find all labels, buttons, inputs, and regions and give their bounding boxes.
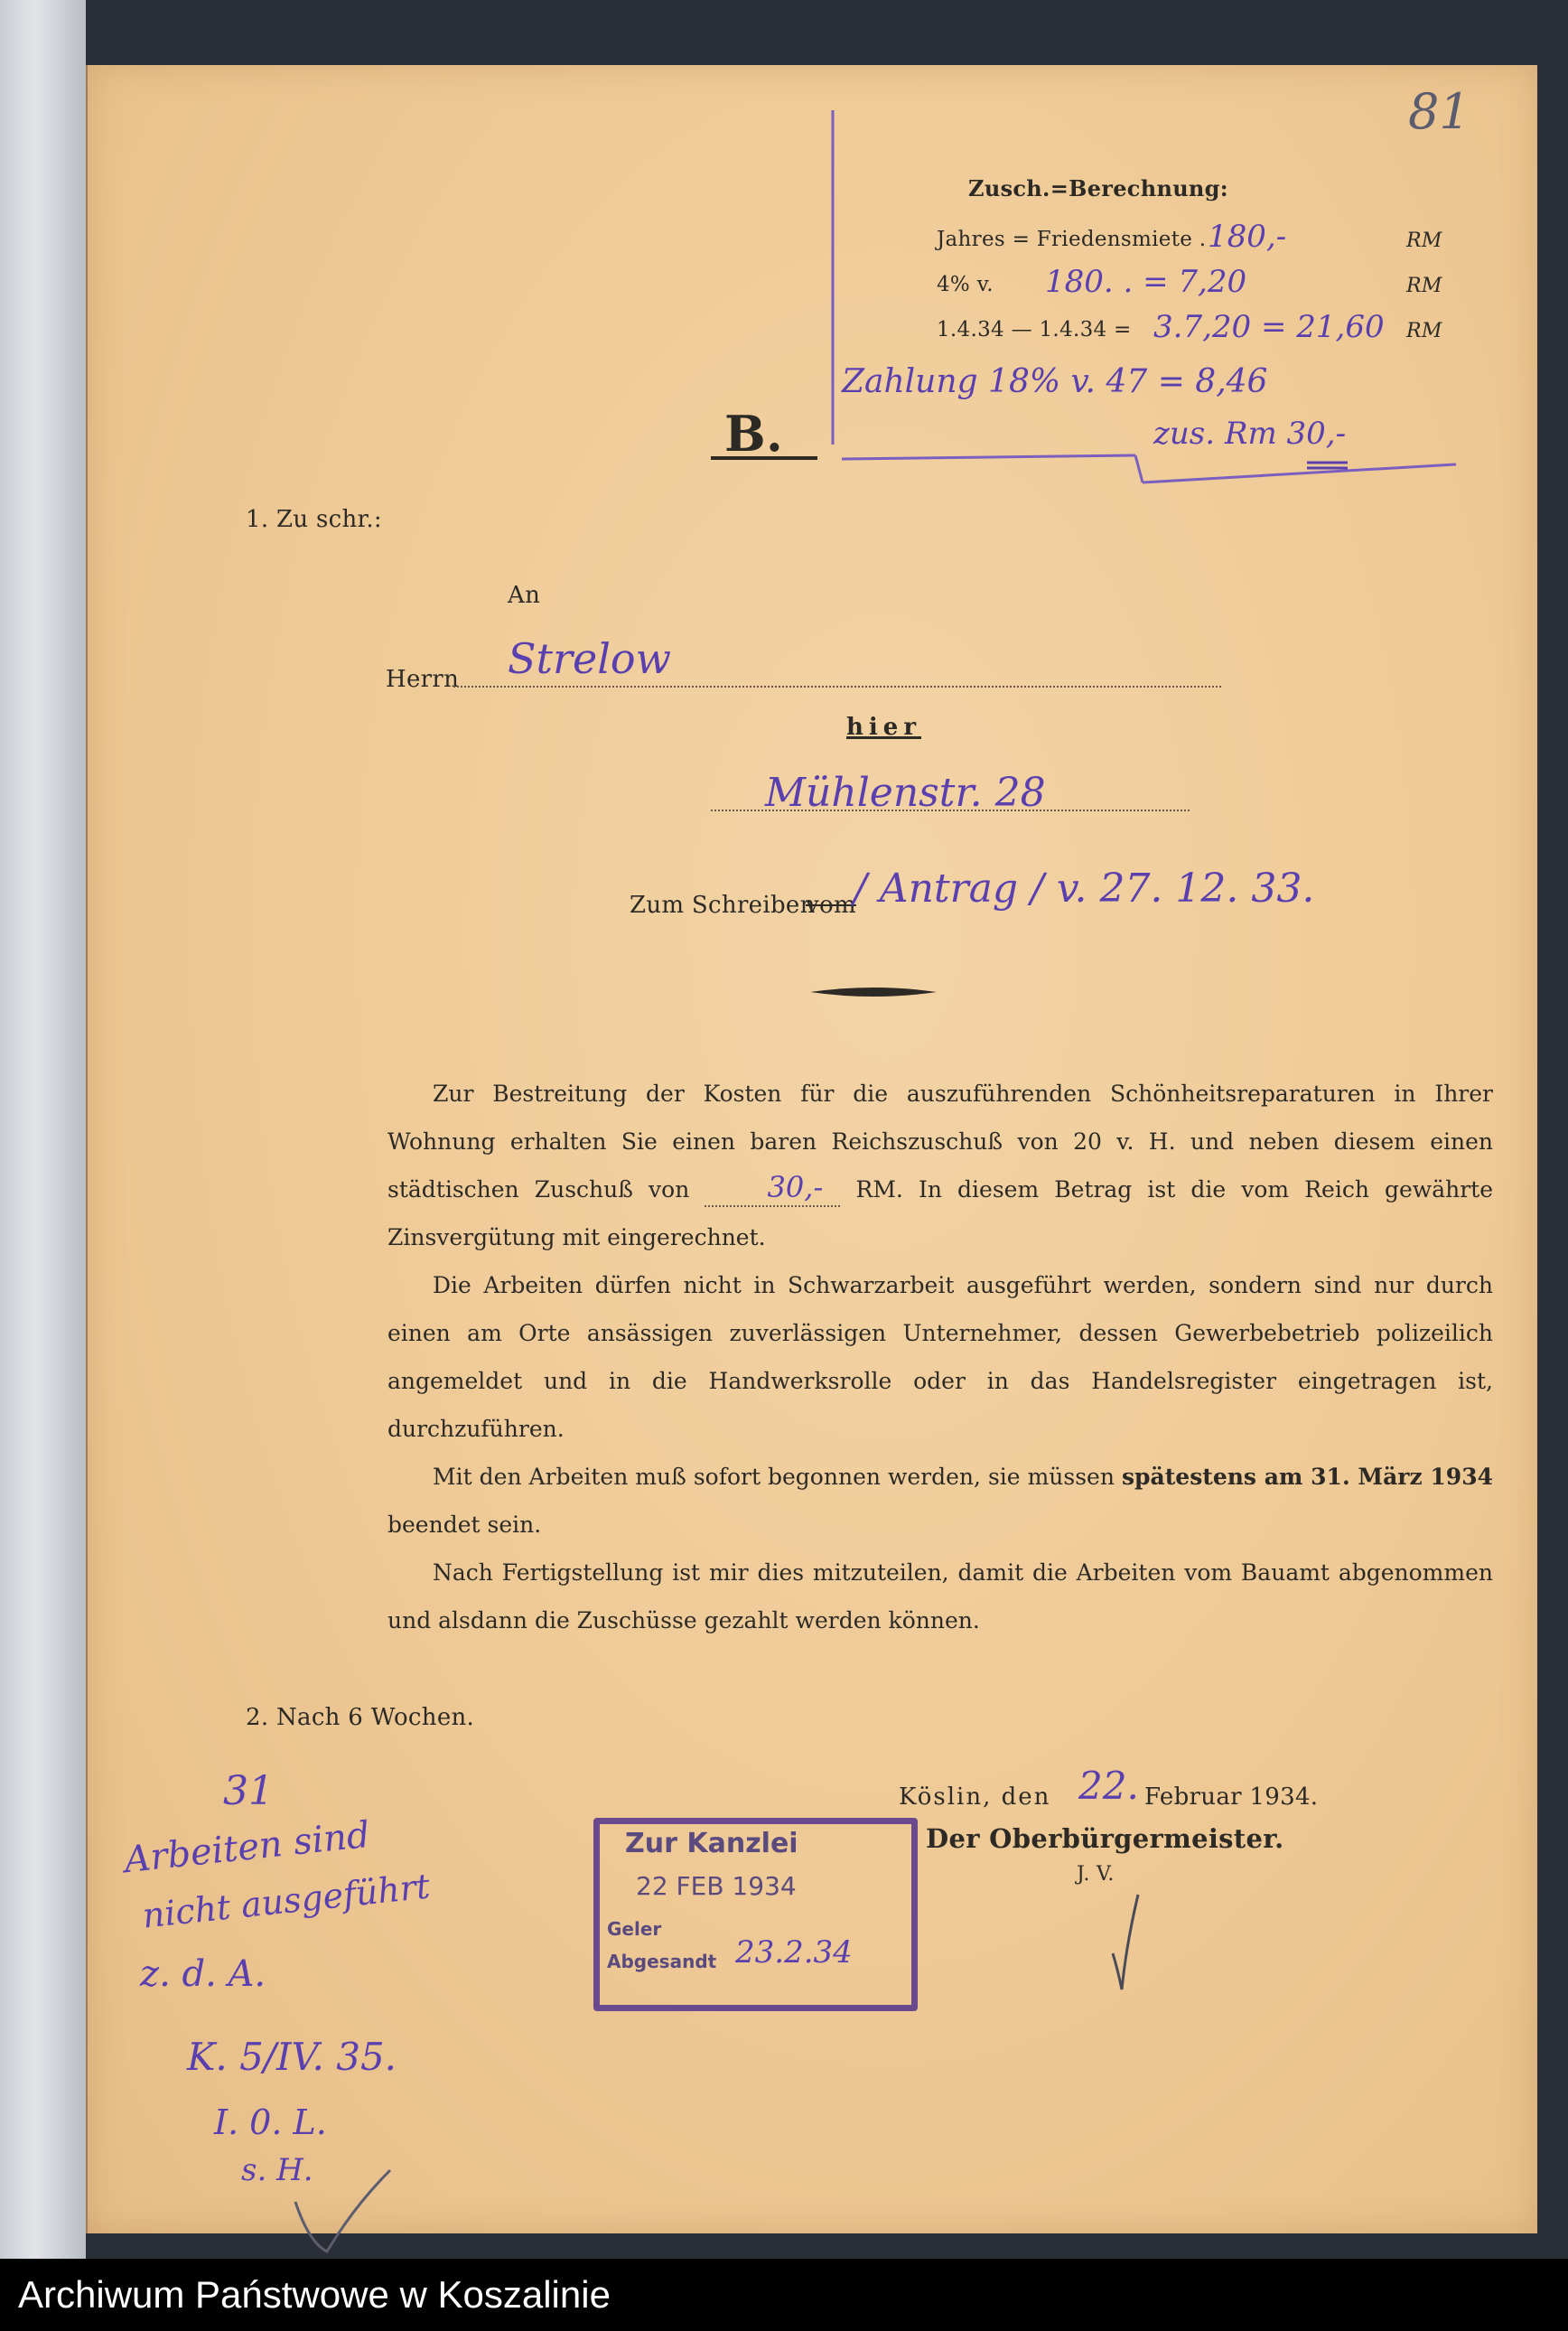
page-number: 81 bbox=[1408, 83, 1470, 140]
calc-row-unit: RM bbox=[1406, 229, 1442, 252]
margin-note-line-2: nicht ausgeführt bbox=[140, 1866, 433, 1936]
section-letter: B. bbox=[724, 405, 784, 463]
letter-reference: / Antrag / v. 27. 12. 33. bbox=[854, 866, 1315, 912]
letter-body bbox=[387, 1070, 1493, 1644]
calc-handwritten-total: zus. Rm 30,- bbox=[1153, 416, 1347, 452]
signature-stroke bbox=[1086, 1890, 1158, 1999]
hier-label: hier bbox=[846, 714, 922, 741]
paragraph-2: Die Arbeiten dürfen nicht in Schwarzarbeit ausgeführt werden, sondern sind nur durch einen am Orte ansässigen zuverlässigen Unternehmer, dessen Gewerbebetrieb polizeilich angemeldet und in die Handwerksrolle oder in das Handelsregister eingetragen ist, durchzuführen. bbox=[387, 1272, 1493, 1442]
stamp-handwritten-date: 23.2.34 bbox=[735, 1934, 853, 1971]
margin-note-number: 31 bbox=[223, 1768, 274, 1814]
margin-note-line-4: K. 5/IV. 35. bbox=[187, 2035, 397, 2079]
calc-row-label: 4% v. bbox=[937, 273, 994, 296]
paragraph-3-text-b: beendet sein. bbox=[387, 1512, 542, 1538]
item-2-label: 2. Nach 6 Wochen. bbox=[246, 1704, 475, 1731]
place-date-prefix: Köslin, den bbox=[899, 1783, 1051, 1811]
calculation-title: Zusch.=Berechnung: bbox=[968, 175, 1228, 201]
paragraph-3-deadline: spätestens am 31. März 1934 bbox=[1121, 1464, 1493, 1490]
paragraph-3-text-a: Mit den Arbeiten muß sofort begonnen werden, sie müssen bbox=[433, 1464, 1115, 1490]
calc-row-value: 3.7,20 = 21,60 bbox=[1153, 309, 1385, 345]
signature-month-year: Februar 1934. bbox=[1144, 1783, 1319, 1811]
item-1-label: 1. Zu schr.: bbox=[246, 506, 382, 533]
ornamental-divider bbox=[810, 985, 937, 999]
stamp-line-4: Abgesandt bbox=[607, 1951, 717, 1972]
herrn-dotted-line bbox=[453, 684, 1221, 688]
paragraph-1-text-a: Zur Bestreitung der Kosten für die auszuführenden Schönheitsreparaturen in Ihrer Wohnung erhalten Sie einen baren Reichszuschuß von 20 v. H. und neben diesem einen städtischen Zuschuß von bbox=[387, 1081, 1493, 1203]
office-title: Der Oberbürgermeister. bbox=[926, 1823, 1284, 1854]
calc-row-unit: RM bbox=[1406, 275, 1442, 297]
subsidy-amount: 30,- bbox=[705, 1169, 840, 1207]
calc-row-period bbox=[937, 311, 1479, 354]
stamp-line-1: Zur Kanzlei bbox=[625, 1828, 798, 1859]
calc-row-value: 180,- bbox=[1208, 219, 1287, 255]
signature-day: 22. bbox=[1078, 1764, 1139, 1808]
margin-note-line-3: z. d. A. bbox=[140, 1953, 266, 1995]
stamp-date: 22 FEB 1934 bbox=[636, 1871, 797, 1901]
addressee-street: Mühlenstr. 28 bbox=[765, 770, 1046, 816]
document-page bbox=[86, 65, 1537, 2233]
calc-row-value: 180. . = 7,20 bbox=[1045, 264, 1247, 300]
margin-check-mark bbox=[291, 2161, 399, 2261]
paragraph-1 bbox=[387, 1070, 1493, 1261]
margin-note-line-6: s. H. bbox=[241, 2152, 313, 2188]
iv-label: J. V. bbox=[1077, 1863, 1115, 1886]
calc-row-label: 1.4.34 — 1.4.34 = bbox=[937, 318, 1132, 342]
stamp-line-3: Geler bbox=[607, 1918, 662, 1940]
binder-backing bbox=[0, 0, 86, 2259]
paragraph-1-text-b: RM. In diesem Betrag ist die vom Reich gewährte Zinsvergütung mit eingerechnet. bbox=[387, 1176, 1493, 1250]
calc-row-percent bbox=[937, 266, 1479, 309]
calc-handwritten-line: Zahlung 18% v. 47 = 8,46 bbox=[842, 363, 1268, 400]
archive-name: Archiwum Państwowe w Koszalinie bbox=[18, 2273, 611, 2316]
vom-struck-word: vom bbox=[806, 892, 856, 919]
paragraph-4: Nach Fertigstellung ist mir dies mitzuteilen, damit die Arbeiten vom Bauamt abgenommen und alsdann die Zuschüsse gezahlt werden können. bbox=[387, 1559, 1493, 1634]
receipt-stamp bbox=[593, 1818, 918, 2011]
paragraph-3 bbox=[387, 1453, 1493, 1549]
calc-row-unit: RM bbox=[1406, 320, 1442, 342]
zum-schreiben-label: Zum Schreiben bbox=[630, 892, 816, 919]
addressee-name: Strelow bbox=[508, 634, 671, 683]
margin-note-line-5: I. 0. L. bbox=[214, 2102, 327, 2142]
salutation-an: An bbox=[508, 582, 541, 609]
calc-row-label: Jahres = Friedensmiete . . bbox=[937, 228, 1220, 251]
herrn-label: Herrn bbox=[386, 666, 460, 693]
margin-note-line-1: Arbeiten sind bbox=[122, 1813, 372, 1882]
calc-row-friedensmiete bbox=[937, 220, 1479, 264]
